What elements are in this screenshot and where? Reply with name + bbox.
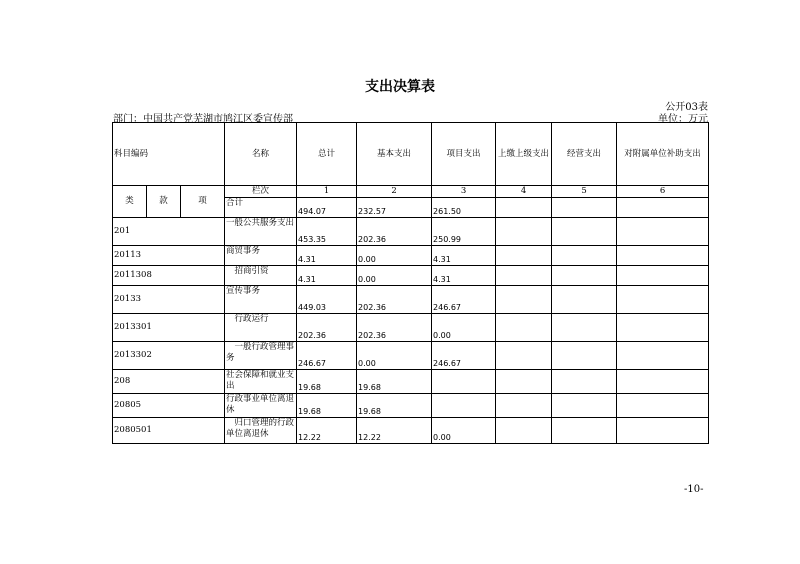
row-name: 行政运行 [225,314,297,342]
row-name: 商贸事务 [225,246,297,266]
header-total: 总计 [297,123,357,186]
row-name: 行政事业单位离退休 [225,394,297,418]
table-row [113,286,709,314]
page-number: -10- [684,484,704,495]
cell-project: 250.99 [432,218,496,246]
cell-subsidy [617,198,709,218]
row-name: 宣传事务 [225,286,297,314]
header-lei: 类 [113,186,147,218]
cell-project: 0.00 [432,314,496,342]
row-code: 208 [113,370,225,394]
cell-total: 19.68 [297,370,357,394]
cell-business [552,218,617,246]
header-business: 经营支出 [552,123,617,186]
table-row [113,246,709,266]
header-xiang: 项 [181,186,225,218]
cell-basic: 202.36 [357,218,432,246]
cell-subsidy [617,266,709,286]
cell-project: 4.31 [432,246,496,266]
form-code: 公开03表 [665,102,708,113]
cell-basic: 19.68 [357,370,432,394]
page-title: 支出决算表 [365,79,435,95]
cell-total: 4.31 [297,266,357,286]
header-project: 项目支出 [432,123,496,186]
cell-subsidy [617,342,709,370]
cell-total: 12.22 [297,418,357,444]
header-kuan: 款 [147,186,181,218]
cell-business [552,266,617,286]
row-name: 一般行政管理事务 [225,342,297,370]
row-code: 2013301 [113,314,225,342]
cell-upper [496,370,552,394]
table-row [113,342,709,370]
cell-upper [496,246,552,266]
cell-total: 453.35 [297,218,357,246]
col-num: 3 [432,186,496,198]
row-name: 归口管理的行政单位离退休 [225,418,297,444]
cell-basic: 232.57 [357,198,432,218]
row-code: 20805 [113,394,225,418]
cell-upper [496,198,552,218]
row-code: 201 [113,218,225,246]
col-num: 2 [357,186,432,198]
row-code: 20113 [113,246,225,266]
row-name: 招商引资 [225,266,297,286]
cell-total: 4.31 [297,246,357,266]
cell-total: 19.68 [297,394,357,418]
cell-upper [496,394,552,418]
unit-label: 单位：万元 [658,114,708,125]
cell-basic: 0.00 [357,246,432,266]
cell-business [552,286,617,314]
cell-upper [496,314,552,342]
cell-business [552,314,617,342]
table-row [113,218,709,246]
cell-basic: 202.36 [357,314,432,342]
row-name: 合计 [225,198,297,218]
header-name: 名称 [225,123,297,186]
cell-basic: 202.36 [357,286,432,314]
cell-project [432,394,496,418]
cell-upper [496,266,552,286]
row-name: 社会保障和就业支出 [225,370,297,394]
cell-subsidy [617,218,709,246]
header-subject-code: 科目编码 [113,123,225,186]
col-num: 5 [552,186,617,198]
cell-subsidy [617,394,709,418]
cell-subsidy [617,370,709,394]
expenditure-table [112,122,709,444]
cell-basic: 12.22 [357,418,432,444]
column-number-row [113,186,709,198]
row-code: 2013302 [113,342,225,370]
cell-business [552,418,617,444]
col-num: 6 [617,186,709,198]
cell-business [552,394,617,418]
table-row [113,314,709,342]
cell-total: 449.03 [297,286,357,314]
cell-project: 4.31 [432,266,496,286]
cell-basic: 0.00 [357,342,432,370]
table-row [113,394,709,418]
cell-project [432,370,496,394]
col-num: 4 [496,186,552,198]
header-lanci: 栏次 [225,186,297,198]
cell-business [552,198,617,218]
cell-project: 261.50 [432,198,496,218]
cell-subsidy [617,246,709,266]
header-subsidy: 对附属单位补助支出 [617,123,709,186]
cell-subsidy [617,314,709,342]
cell-subsidy [617,286,709,314]
cell-project: 246.67 [432,342,496,370]
row-code: 20133 [113,286,225,314]
cell-total: 202.36 [297,314,357,342]
department-label: 部门：中国共产党芜湖市鸠江区委宣传部 [113,114,293,125]
cell-project: 0.00 [432,418,496,444]
cell-upper [496,418,552,444]
row-code: 2080501 [113,418,225,444]
header-row [113,123,709,186]
cell-upper [496,342,552,370]
header-upper: 上缴上级支出 [496,123,552,186]
cell-basic: 0.00 [357,266,432,286]
table-row [113,370,709,394]
cell-business [552,370,617,394]
cell-business [552,246,617,266]
cell-upper [496,286,552,314]
cell-total: 494.07 [297,198,357,218]
header-basic: 基本支出 [357,123,432,186]
table-row [113,266,709,286]
cell-upper [496,218,552,246]
cell-subsidy [617,418,709,444]
cell-basic: 19.68 [357,394,432,418]
col-num: 1 [297,186,357,198]
table-row [113,418,709,444]
row-name: 一般公共服务支出 [225,218,297,246]
cell-business [552,342,617,370]
cell-total: 246.67 [297,342,357,370]
cell-project: 246.67 [432,286,496,314]
row-code: 2011308 [113,266,225,286]
